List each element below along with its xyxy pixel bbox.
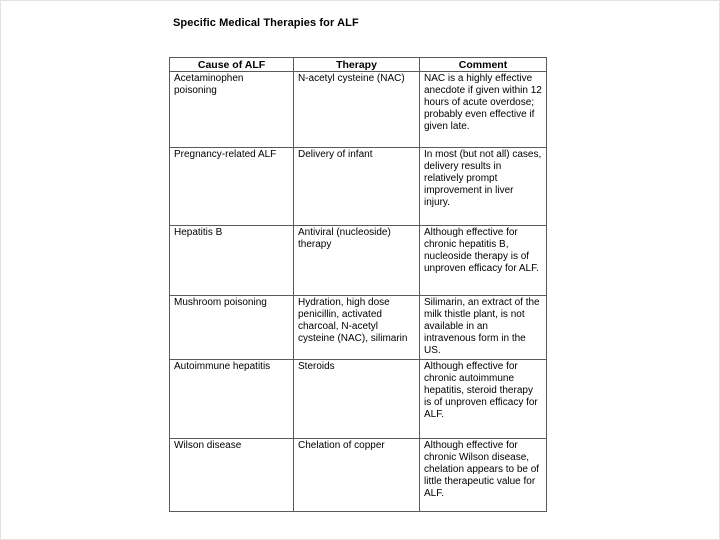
cell-comment: Although effective for chronic Wilson disease, chelation appears to be of little therapeutic value for ALF.: [420, 439, 547, 512]
cell-comment: Although effective for chronic autoimmune hepatitis, steroid therapy is of unproven efficacy for ALF.: [420, 360, 547, 439]
cell-comment: Although effective for chronic hepatitis B, nucleoside therapy is of unproven efficacy for ALF.: [420, 226, 547, 296]
cell-cause: Autoimmune hepatitis: [170, 360, 294, 439]
cell-therapy: Hydration, high dose penicillin, activated charcoal, N-acetyl cysteine (NAC), silimarin: [294, 296, 420, 360]
table-row: [170, 226, 547, 296]
table-row: [170, 360, 547, 439]
cell-therapy: Delivery of infant: [294, 148, 420, 226]
cell-comment: In most (but not all) cases, delivery results in relatively prompt improvement in liver injury.: [420, 148, 547, 226]
cell-cause: Pregnancy-related ALF: [170, 148, 294, 226]
table-row: [170, 296, 547, 360]
cell-cause: Mushroom poisoning: [170, 296, 294, 360]
cell-therapy: N-acetyl cysteine (NAC): [294, 72, 420, 148]
cell-therapy: Steroids: [294, 360, 420, 439]
page-title: Specific Medical Therapies for ALF: [173, 17, 359, 29]
cell-comment: NAC is a highly effective anecdote if given within 12 hours of acute overdose; probably even effective if given late.: [420, 72, 547, 148]
column-header-cause: Cause of ALF: [170, 58, 294, 72]
cell-cause: Acetaminophen poisoning: [170, 72, 294, 148]
table-row: [170, 148, 547, 226]
column-header-therapy: Therapy: [294, 58, 420, 72]
cell-cause: Wilson disease: [170, 439, 294, 512]
column-header-comment: Comment: [420, 58, 547, 72]
table-header-row: [170, 58, 547, 72]
cell-cause: Hepatitis B: [170, 226, 294, 296]
cell-therapy: Chelation of copper: [294, 439, 420, 512]
table-row: [170, 72, 547, 148]
cell-comment: Silimarin, an extract of the milk thistle plant, is not available in an intravenous form in the US.: [420, 296, 547, 360]
table-row: [170, 439, 547, 512]
cell-therapy: Antiviral (nucleoside) therapy: [294, 226, 420, 296]
therapies-table: [169, 57, 547, 512]
